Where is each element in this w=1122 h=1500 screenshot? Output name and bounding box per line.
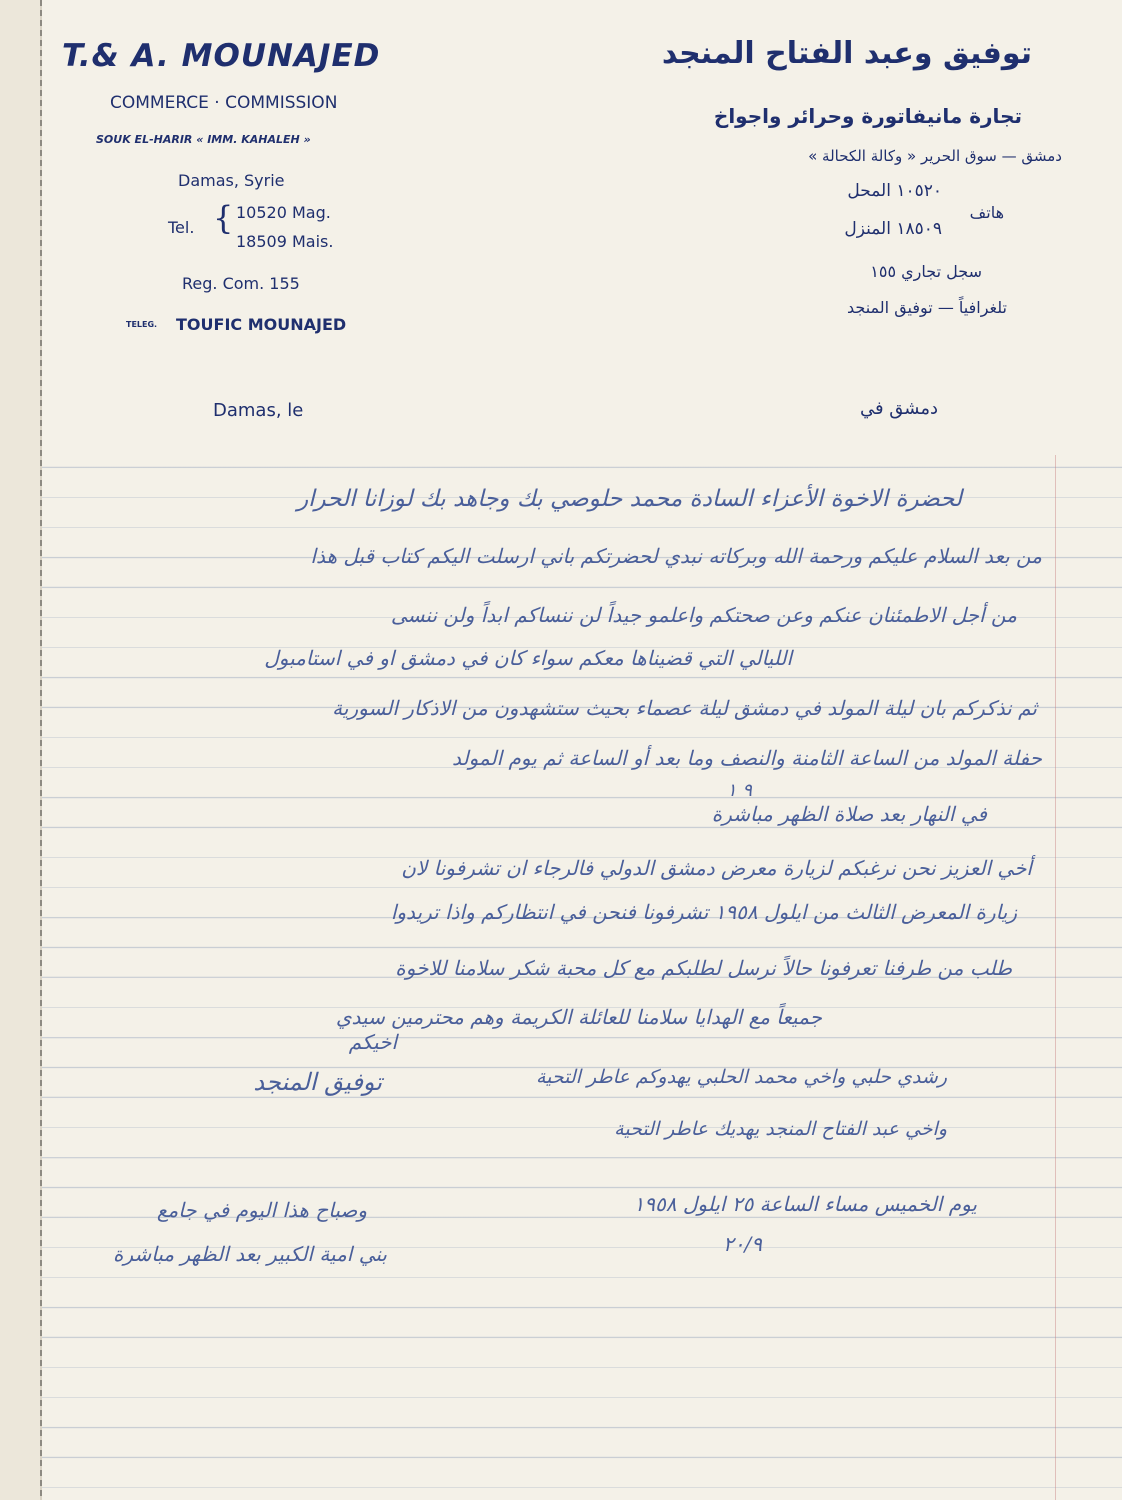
phone-shop-ar: ١٠٥٢٠ المحل [847,181,942,201]
handwritten-line: بني امية الكبير بعد الظهر مباشرة [112,1242,387,1266]
handwritten-date-fraction: ٢٠/٩ [723,1232,762,1256]
tel-label: Tel. [168,218,195,237]
perforated-edge [40,0,42,1500]
company-name-fr: T.& A. MOUNAJED [62,38,381,74]
trade-register-ar: سجل تجاري ١٥٥ [870,262,982,281]
signature-greeting: اخيكم [348,1030,397,1054]
company-name-ar: توفيق وعبد الفتاح المنجد [661,36,1032,71]
handwritten-line: حفلة المولد من الساعة الثامنة والنصف وما بعد أو الساعة ثم يوم المولد [452,746,1042,770]
handwritten-date-line: يوم الخميس مساء الساعة ٢٥ ايلول ١٩٥٨ [633,1192,977,1216]
handwritten-line: طلب من طرفنا تعرفونا حالاً نرسل لطلبكم مع كل محبة شكر سلامنا للاخوة [395,956,1012,980]
activity-fr: COMMERCE · COMMISSION [110,93,338,113]
handwritten-line: رشدي حلبي واخي محمد الحلبي يهدوكم عاطر التحية [535,1066,947,1088]
handwritten-line: لحضرة الاخوة الأعزاء السادة محمد حلوصي بك وجاهد بك لوزانا الحرار [297,486,962,512]
handwritten-line: أخي العزيز نحن نرغبكم لزيارة معرض دمشق الدولي فالرجاء ان تشرفونا لان [401,856,1032,880]
trade-register-fr: Reg. Com. 155 [182,274,300,293]
address-fr: SOUK EL-HARIR « IMM. KAHALEH » [96,133,311,146]
tel-shop: 10520 Mag. [236,203,331,222]
handwritten-line: وصباح هذا اليوم في جامع [156,1198,367,1222]
signature: توفيق المنجد [253,1068,382,1096]
handwritten-line: من بعد السلام عليكم ورحمة الله وبركاته نبدي لحضرتكم باني ارسلت اليكم كتاب قبل هذا [310,544,1042,568]
phone-home-ar: ١٨٥٠٩ المنزل [844,219,942,239]
date-label-ar: دمشق في [859,398,938,419]
right-margin-line [1055,455,1056,1500]
phone-label-ar: هاتف [969,203,1004,222]
handwritten-time-note: ٩ ١ [726,780,752,801]
teleg-name: TOUFIC MOUNAJED [176,315,347,334]
handwritten-line: ثم نذكركم بان ليلة المولد في دمشق ليلة عصماء بحيث ستشهدون من الاذكار السورية [332,696,1037,720]
teleg-label: TELEG. [126,320,158,329]
handwritten-line: الليالي التي قضيناها معكم سواء كان في دمشق او في استامبول [264,646,792,670]
city-fr: Damas, Syrie [178,171,285,190]
handwritten-line: جميعاً مع الهدايا سلامنا للعائلة الكريمة وهم محترمين سيدي [335,1005,822,1029]
handwritten-line: في النهار بعد صلاة الظهر مباشرة [711,802,987,826]
tel-brace: { [213,199,234,237]
handwritten-line: زيارة المعرض الثالث من ايلول ١٩٥٨ تشرفونا فنحن في انتظاركم واذا تريدوا [390,900,1017,924]
handwritten-line: واخي عبد الفتاح المنجد يهديك عاطر التحية [614,1118,947,1140]
tel-home: 18509 Mais. [236,232,334,251]
address-ar: دمشق — سوق الحرير « وكالة الكحالة » [808,147,1062,165]
telegraph-ar: تلغرافياً — توفيق المنجد [846,298,1007,317]
date-label-fr: Damas, le [213,400,304,421]
handwritten-line: من أجل الاطمئنان عنكم وعن صحتكم واعلمو جيداً لن ننساكم ابداً ولن ننسى [390,603,1017,627]
activity-ar: تجارة مانيفاتورة وحرائر واجواخ [713,104,1022,128]
